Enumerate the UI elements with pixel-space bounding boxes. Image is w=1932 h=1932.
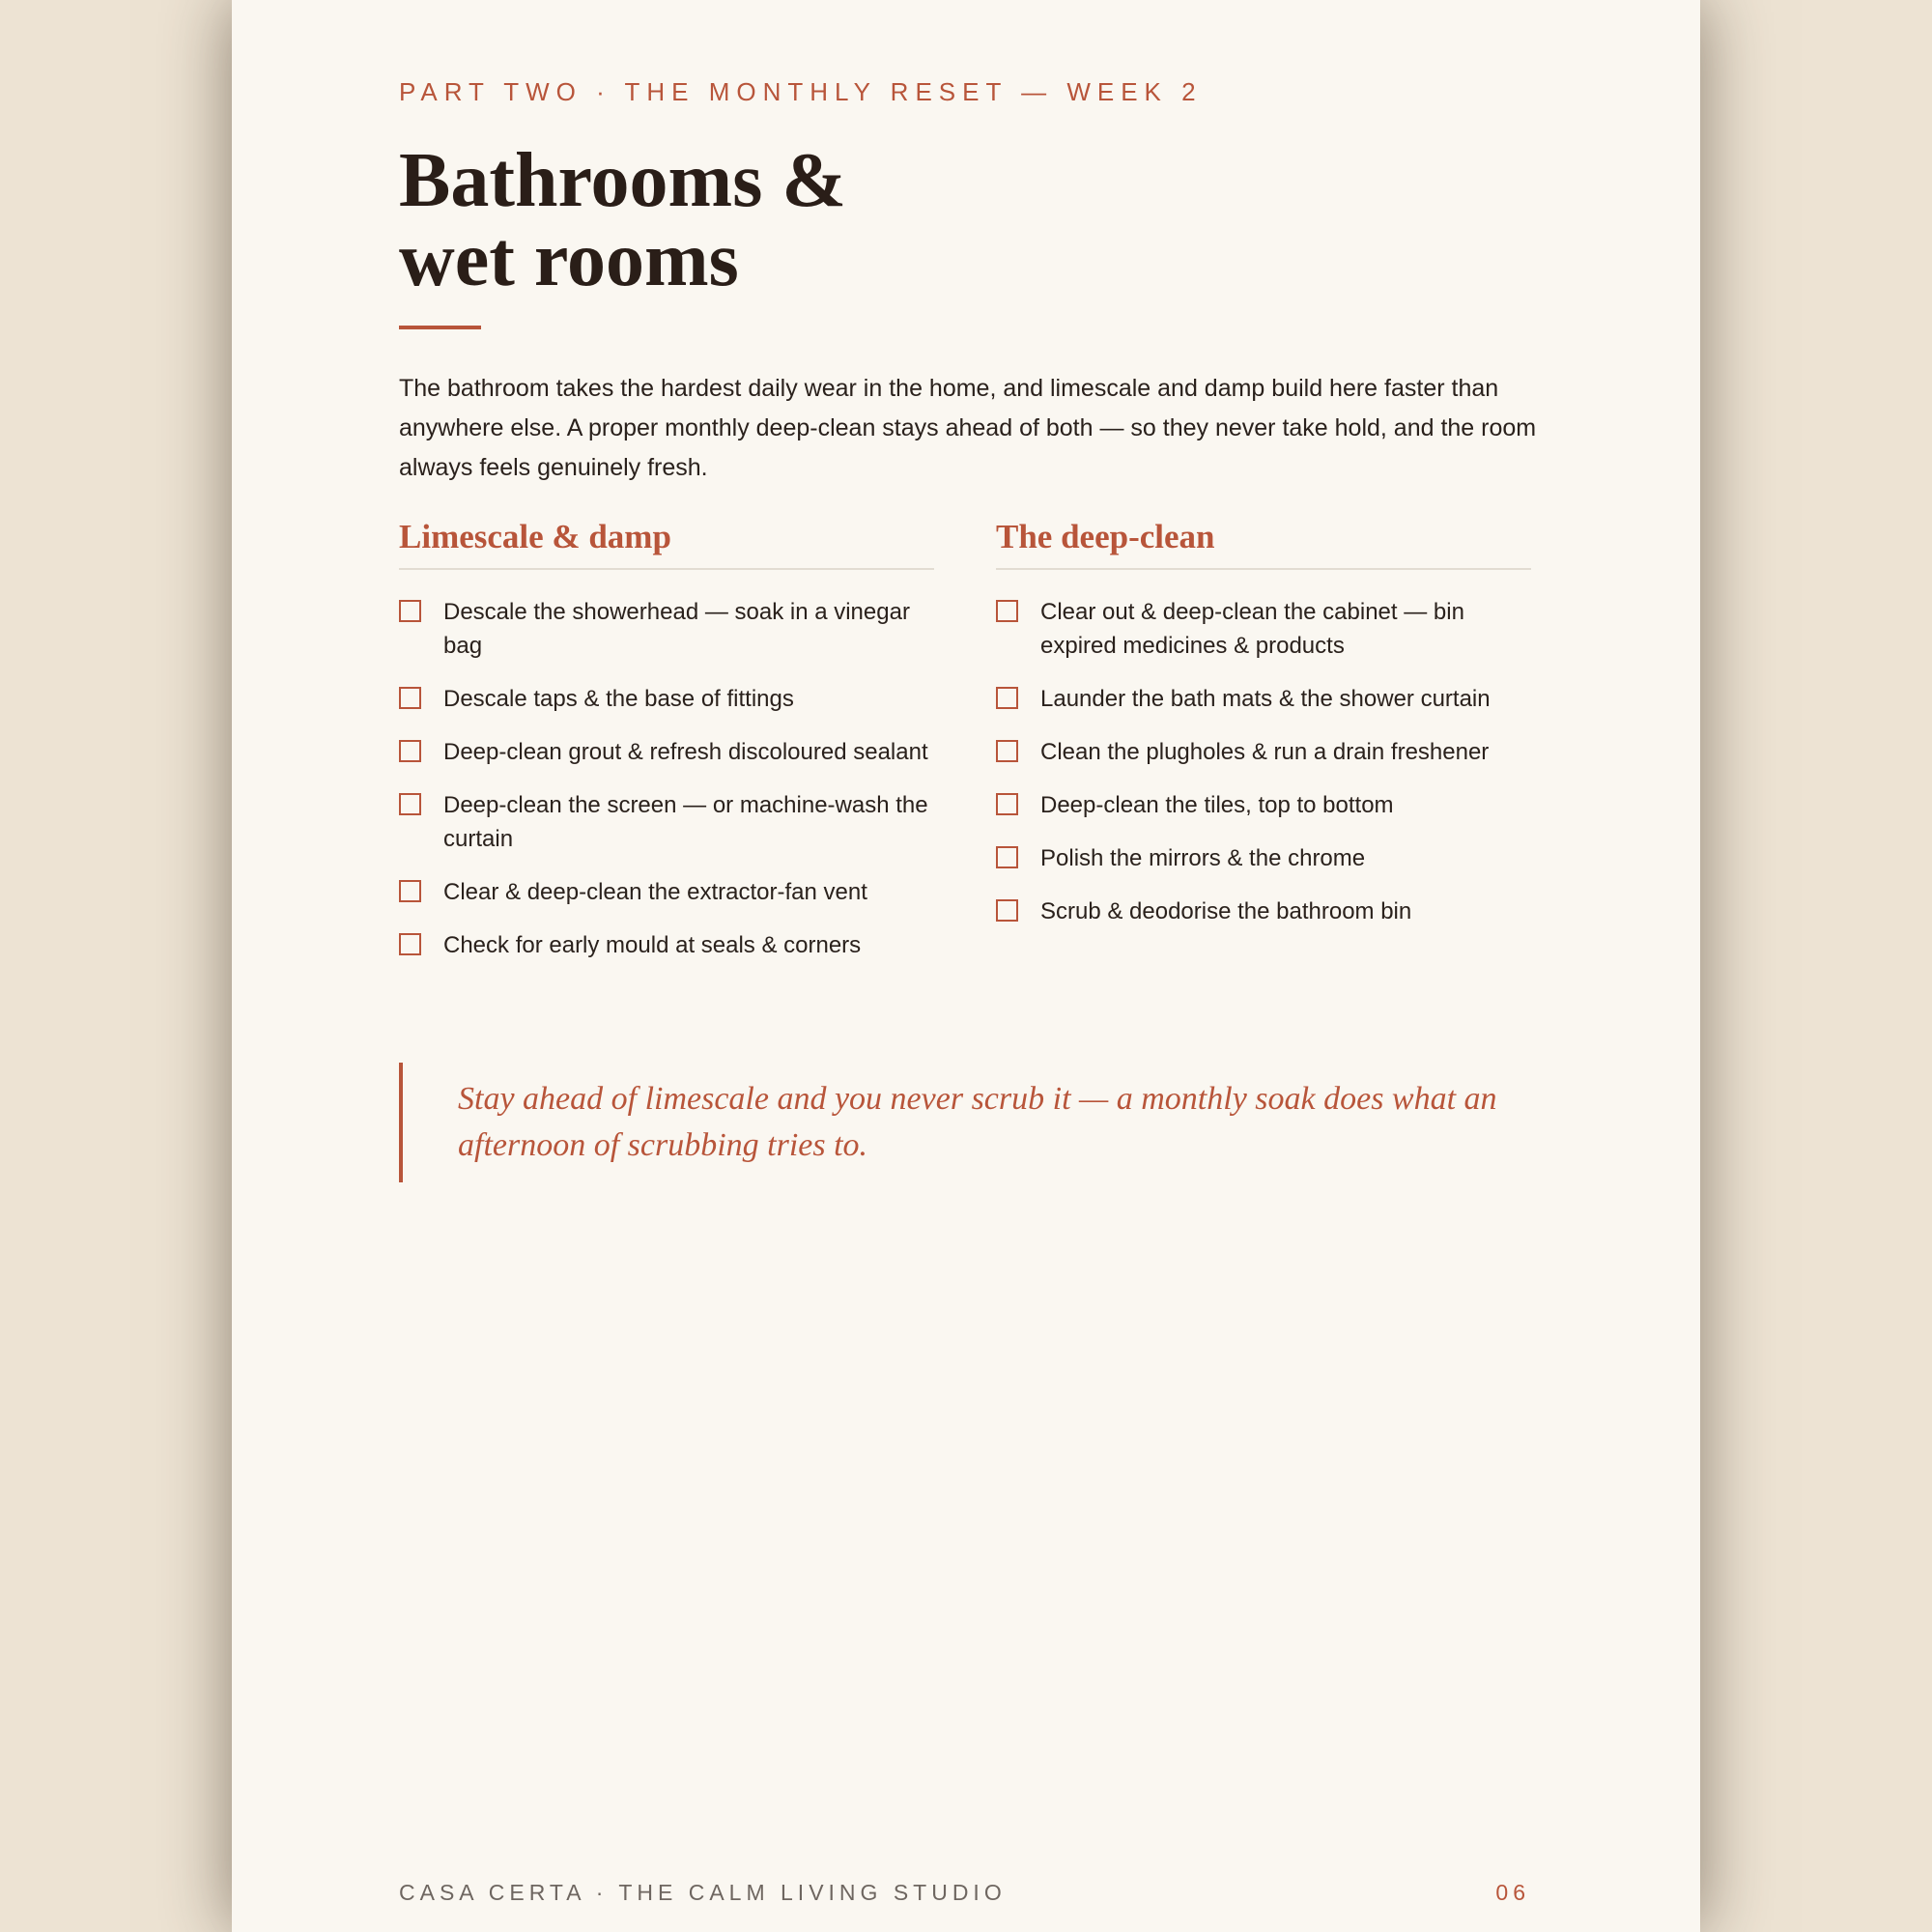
intro-paragraph: The bathroom takes the hardest daily wear in the home, and limescale and damp build here faster than anywhere else. A proper monthly deep-clean stays ahead of both — so they never take hold, and the room always feels genuinely fresh. <box>399 375 1537 481</box>
checklist-deep-clean <box>996 514 1531 948</box>
checklist-item-label: Deep-clean the screen — or machine-wash the curtain <box>443 792 928 852</box>
checklist-item-label: Clean the plugholes & run a drain freshener <box>1040 739 1490 765</box>
checkbox[interactable] <box>996 846 1018 868</box>
checklist-item <box>399 875 934 909</box>
checklist-item-label: Deep-clean the tiles, top to bottom <box>1040 792 1394 818</box>
checkbox[interactable] <box>399 880 421 902</box>
checkbox[interactable] <box>399 933 421 955</box>
checklist-item <box>996 895 1531 928</box>
checklist-item <box>399 788 934 856</box>
checkbox[interactable] <box>996 793 1018 815</box>
section-kicker: PART TWO · THE MONTHLY RESET — WEEK 2 <box>399 77 1203 106</box>
checklist-item <box>399 735 934 769</box>
checklist-item <box>399 682 934 716</box>
checklist-limescale-damp <box>399 514 934 981</box>
footer-brand: CASA CERTA · THE CALM LIVING STUDIO <box>399 1880 1007 1905</box>
checklist-item-label: Clear out & deep-clean the cabinet — bin expired medicines & products <box>1040 599 1464 659</box>
page-number: 06 <box>1495 1880 1530 1905</box>
checklist-item-label: Descale the showerhead — soak in a vinegar bag <box>443 599 910 659</box>
checklist-item <box>996 595 1531 663</box>
checklist-item <box>996 682 1531 716</box>
checklist-item-label: Check for early mould at seals & corners <box>443 932 862 958</box>
checklist-item-label: Scrub & deodorise the bathroom bin <box>1040 898 1412 924</box>
checklist-item <box>996 788 1531 822</box>
checkbox[interactable] <box>996 687 1018 709</box>
checklist-item <box>399 595 934 663</box>
title-underline <box>399 326 481 329</box>
checklist-item <box>399 928 934 962</box>
checklist <box>399 595 934 962</box>
checklist-item-label: Deep-clean grout & refresh discoloured sealant <box>443 739 928 765</box>
checklist-item-label: Launder the bath mats & the shower curtain <box>1040 686 1491 712</box>
document-page <box>232 0 1700 1932</box>
section-heading: Limescale & damp <box>399 514 934 570</box>
checklist <box>996 595 1531 928</box>
checklist-item <box>996 735 1531 769</box>
checklist-item-label: Descale taps & the base of fittings <box>443 686 794 712</box>
checkbox[interactable] <box>996 899 1018 922</box>
page-title-line-1: Bathrooms & <box>399 138 846 223</box>
pull-quote: Stay ahead of limescale and you never scrub it — a monthly soak does what an afternoon of scrubbing tries to. <box>399 1063 1549 1182</box>
checkbox[interactable] <box>399 600 421 622</box>
page-title-line-2: wet rooms <box>399 217 739 302</box>
checkbox[interactable] <box>399 687 421 709</box>
checklist-item <box>996 841 1531 875</box>
checkbox[interactable] <box>399 793 421 815</box>
page-title <box>399 138 846 302</box>
checkbox[interactable] <box>996 600 1018 622</box>
checkbox[interactable] <box>399 740 421 762</box>
checklist-item-label: Clear & deep-clean the extractor-fan vent <box>443 879 867 905</box>
checkbox[interactable] <box>996 740 1018 762</box>
checklist-item-label: Polish the mirrors & the chrome <box>1040 845 1366 871</box>
section-heading: The deep-clean <box>996 514 1531 570</box>
